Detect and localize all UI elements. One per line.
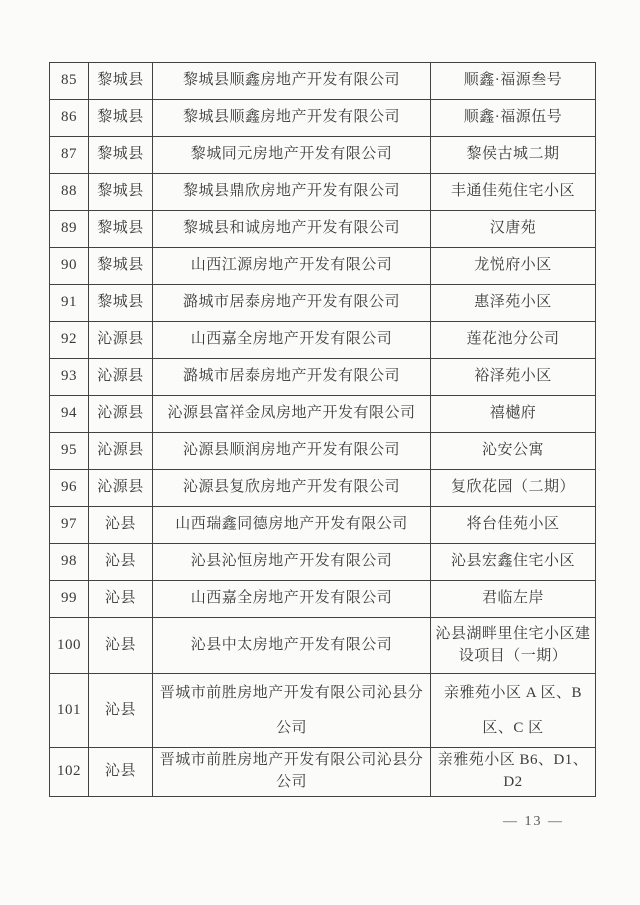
cell-company: 山西嘉全房地产开发有限公司 bbox=[153, 322, 431, 359]
cell-company: 山西瑞鑫同德房地产开发有限公司 bbox=[153, 507, 431, 544]
cell-county: 沁源县 bbox=[89, 322, 153, 359]
cell-row-number: 86 bbox=[50, 100, 89, 137]
table-row bbox=[50, 507, 596, 544]
cell-company: 黎城同元房地产开发有限公司 bbox=[153, 137, 431, 174]
table-row bbox=[50, 137, 596, 174]
cell-row-number: 89 bbox=[50, 211, 89, 248]
cell-company: 山西江源房地产开发有限公司 bbox=[153, 248, 431, 285]
cell-row-number: 100 bbox=[50, 618, 89, 674]
cell-row-number: 96 bbox=[50, 470, 89, 507]
cell-company: 沁源县顺润房地产开发有限公司 bbox=[153, 433, 431, 470]
cell-project: 惠泽苑小区 bbox=[431, 285, 596, 322]
cell-row-number: 87 bbox=[50, 137, 89, 174]
cell-row-number: 95 bbox=[50, 433, 89, 470]
cell-row-number: 92 bbox=[50, 322, 89, 359]
table-row bbox=[50, 618, 596, 674]
table-row bbox=[50, 174, 596, 211]
table-row bbox=[50, 248, 596, 285]
cell-company: 黎城县和诚房地产开发有限公司 bbox=[153, 211, 431, 248]
cell-row-number: 94 bbox=[50, 396, 89, 433]
cell-project: 黎侯古城二期 bbox=[431, 137, 596, 174]
cell-project: 禧樾府 bbox=[431, 396, 596, 433]
cell-row-number: 93 bbox=[50, 359, 89, 396]
cell-county: 黎城县 bbox=[89, 100, 153, 137]
cell-county: 黎城县 bbox=[89, 63, 153, 100]
cell-project: 亲雅苑小区 B6、D1、D2 bbox=[431, 748, 596, 797]
page-number: — 13 — bbox=[503, 814, 564, 829]
cell-company: 沁源县复欣房地产开发有限公司 bbox=[153, 470, 431, 507]
cell-row-number: 99 bbox=[50, 581, 89, 618]
cell-project: 丰通佳苑住宅小区 bbox=[431, 174, 596, 211]
cell-row-number: 88 bbox=[50, 174, 89, 211]
cell-company: 潞城市居泰房地产开发有限公司 bbox=[153, 359, 431, 396]
cell-company: 黎城县鼎欣房地产开发有限公司 bbox=[153, 174, 431, 211]
table-row bbox=[50, 359, 596, 396]
cell-project: 顺鑫·福源伍号 bbox=[431, 100, 596, 137]
cell-company: 黎城县顺鑫房地产开发有限公司 bbox=[153, 100, 431, 137]
table-row bbox=[50, 396, 596, 433]
cell-county: 沁源县 bbox=[89, 396, 153, 433]
cell-project: 复欣花园（二期） bbox=[431, 470, 596, 507]
table-row bbox=[50, 322, 596, 359]
cell-project: 龙悦府小区 bbox=[431, 248, 596, 285]
table-row bbox=[50, 285, 596, 322]
cell-county: 沁源县 bbox=[89, 470, 153, 507]
cell-company: 沁县沁恒房地产开发有限公司 bbox=[153, 544, 431, 581]
table-row bbox=[50, 544, 596, 581]
cell-company: 晋城市前胜房地产开发有限公司沁县分公司 bbox=[153, 674, 431, 748]
cell-company: 潞城市居泰房地产开发有限公司 bbox=[153, 285, 431, 322]
cell-project: 亲雅苑小区 A 区、B 区、C 区 bbox=[431, 674, 596, 748]
table-row bbox=[50, 581, 596, 618]
table-row bbox=[50, 470, 596, 507]
table-row bbox=[50, 674, 596, 748]
cell-county: 黎城县 bbox=[89, 137, 153, 174]
cell-project: 裕泽苑小区 bbox=[431, 359, 596, 396]
cell-project: 沁县宏鑫住宅小区 bbox=[431, 544, 596, 581]
cell-company: 沁县中太房地产开发有限公司 bbox=[153, 618, 431, 674]
cell-project: 沁县湖畔里住宅小区建设项目（一期） bbox=[431, 618, 596, 674]
cell-row-number: 90 bbox=[50, 248, 89, 285]
table-row bbox=[50, 63, 596, 100]
table-row bbox=[50, 100, 596, 137]
cell-project: 汉唐苑 bbox=[431, 211, 596, 248]
cell-company: 黎城县顺鑫房地产开发有限公司 bbox=[153, 63, 431, 100]
cell-project: 沁安公寓 bbox=[431, 433, 596, 470]
cell-project: 莲花池分公司 bbox=[431, 322, 596, 359]
cell-row-number: 97 bbox=[50, 507, 89, 544]
cell-county: 黎城县 bbox=[89, 285, 153, 322]
projects-table-body bbox=[50, 63, 596, 797]
cell-county: 沁县 bbox=[89, 507, 153, 544]
cell-company: 沁源县富祥金凤房地产开发有限公司 bbox=[153, 396, 431, 433]
table-row bbox=[50, 433, 596, 470]
cell-county: 沁县 bbox=[89, 748, 153, 797]
cell-county: 沁县 bbox=[89, 618, 153, 674]
cell-county: 沁源县 bbox=[89, 359, 153, 396]
cell-county: 黎城县 bbox=[89, 174, 153, 211]
cell-row-number: 101 bbox=[50, 674, 89, 748]
cell-project: 将台佳苑小区 bbox=[431, 507, 596, 544]
cell-project: 君临左岸 bbox=[431, 581, 596, 618]
cell-row-number: 85 bbox=[50, 63, 89, 100]
cell-company: 晋城市前胜房地产开发有限公司沁县分公司 bbox=[153, 748, 431, 797]
table-row bbox=[50, 748, 596, 797]
table-row bbox=[50, 211, 596, 248]
cell-company: 山西嘉全房地产开发有限公司 bbox=[153, 581, 431, 618]
cell-county: 黎城县 bbox=[89, 248, 153, 285]
cell-county: 沁源县 bbox=[89, 433, 153, 470]
cell-row-number: 102 bbox=[50, 748, 89, 797]
cell-row-number: 91 bbox=[50, 285, 89, 322]
cell-county: 沁县 bbox=[89, 544, 153, 581]
cell-county: 沁县 bbox=[89, 674, 153, 748]
cell-county: 沁县 bbox=[89, 581, 153, 618]
cell-project: 顺鑫·福源叁号 bbox=[431, 63, 596, 100]
cell-row-number: 98 bbox=[50, 544, 89, 581]
projects-table bbox=[49, 62, 596, 797]
cell-county: 黎城县 bbox=[89, 211, 153, 248]
